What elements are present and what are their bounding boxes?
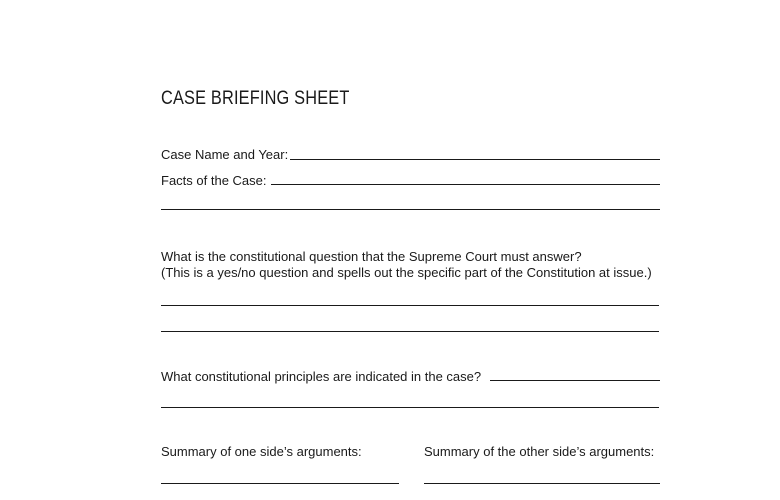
principles-label: What constitutional principles are indicated in the case? <box>161 369 482 384</box>
principles-line-2[interactable] <box>161 407 659 408</box>
case-name-label: Case Name and Year: <box>161 147 289 162</box>
facts-line-1[interactable] <box>271 184 660 185</box>
principles-line-1[interactable] <box>490 380 660 381</box>
case-name-line[interactable] <box>290 159 660 160</box>
summary-other-label: Summary of the other side’s arguments: <box>424 444 655 459</box>
facts-line-2[interactable] <box>161 209 660 210</box>
question-line-2[interactable] <box>161 331 659 332</box>
page-title: CASE BRIEFING SHEET <box>161 88 350 109</box>
question-line-1[interactable] <box>161 305 659 306</box>
summary-one-line[interactable] <box>161 483 399 484</box>
facts-label: Facts of the Case: <box>161 173 267 188</box>
summary-one-label: Summary of one side’s arguments: <box>161 444 362 459</box>
question-note: (This is a yes/no question and spells out the specific part of the Constitution at issue.) <box>161 265 652 280</box>
summary-other-line[interactable] <box>424 483 660 484</box>
question-label: What is the constitutional question that the Supreme Court must answer? <box>161 249 582 264</box>
